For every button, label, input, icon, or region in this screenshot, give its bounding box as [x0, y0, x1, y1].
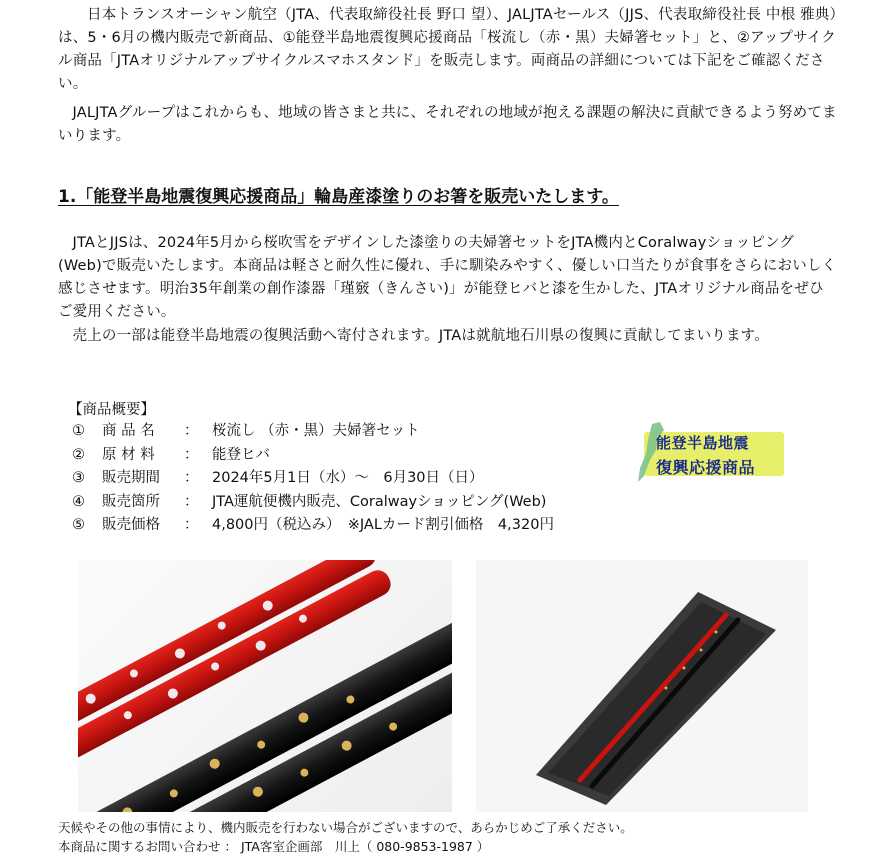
chopsticks-box-image — [476, 560, 808, 812]
spec-row-material — [72, 444, 632, 468]
spec-key: 原 材 料 — [102, 446, 155, 463]
spec-key: 販売価格 — [102, 517, 160, 533]
spec-row-period — [72, 467, 632, 491]
spec-value: 4,800円（税込み） ※JALカード割引価格 4,320円 — [212, 517, 554, 533]
badge-line-1: 能登半島地震 — [656, 434, 750, 452]
spec-value: 能登ヒバ — [212, 446, 270, 463]
spec-row-location — [72, 491, 632, 515]
spec-number: ③ — [72, 470, 85, 486]
spec-number: ④ — [72, 493, 85, 510]
spec-row-price — [72, 514, 632, 538]
section-paragraph-2: 売上の一部は能登半島地震の復興活動へ寄付されます。JTAは就航地石川県の復興に貢献してまいります。 — [72, 328, 769, 344]
spec-number: ② — [72, 446, 85, 463]
section-heading: 1.「能登半島地震復興応援商品」輪島産漆塗りのお箸を販売いたします。 — [58, 187, 619, 207]
spec-list — [72, 420, 632, 538]
spec-separator: ： — [184, 423, 199, 439]
spec-separator: ： — [184, 446, 199, 463]
section-paragraph-1: JTAとJJSは、2024年5月から桜吹雪をデザインした漆塗りの夫婦箸セットをJTA機内とCoralwayショッピング(Web)で販売いたします。本商品は軽さと耐久性に優れ、手に馴染みやすく、優しい口当たりが食事をさらにおいしく感じさせます。明治35年創業の創作漆器「瑾竅（きんさい)」が能登ヒバと漆を生かした、JTAオリジナル商品をぜひご愛用ください。 — [58, 235, 837, 320]
reconstruction-badge — [634, 420, 790, 492]
spec-row-name — [72, 420, 632, 444]
intro-paragraph-2: JALJTAグループはこれからも、地域の皆さまと共に、それぞれの地域が抱える課題の解決に貢献できるよう努めてまいります。 — [58, 105, 837, 144]
badge-line-2: 復興応援商品 — [656, 458, 756, 477]
spec-separator: ： — [184, 470, 199, 486]
footer-contact: 本商品に関するお問い合わせ ： JTA客室企画部 川上（ 080-9853-1987 ） — [58, 839, 490, 854]
intro-paragraph-1: 日本トランスオーシャン航空（JTA、代表取締役社長 野口 望）、JALJTAセールス（JJS、代表取締役社長 中根 雅典）は、5・6月の機内販売で新商品、①能登半島地震復興応援商品「桜流し（赤・黒）夫婦箸セット」と、②アップサイクル商品「JTAオリジナルアップサイクルスマホスタンド」を販売します。両商品の詳細については下記をご確認ください。 — [58, 7, 837, 92]
spec-title: 【商品概要】 — [68, 402, 155, 418]
chopsticks-closeup-image — [78, 560, 452, 812]
spec-separator: ： — [184, 493, 199, 510]
footer-notice: 天候やその他の事情により、機内販売を行わない場合がございますので、あらかじめご了承ください。 — [58, 820, 633, 835]
spec-separator: ： — [184, 517, 199, 533]
spec-number: ① — [72, 423, 85, 439]
spec-value: 2024年5月1日（水）～ 6月30日（日） — [212, 470, 484, 486]
spec-key: 販売箇所 — [102, 493, 160, 510]
spec-number: ⑤ — [72, 517, 85, 533]
spec-key: 販売期間 — [102, 470, 160, 486]
spec-key: 商 品 名 — [102, 423, 155, 439]
chopsticks-box-photo — [476, 560, 808, 812]
chopsticks-closeup-photo — [78, 560, 452, 812]
spec-value: JTA運航便機内販売、Coralwayショッピング(Web) — [212, 493, 547, 510]
spec-value: 桜流し （赤・黒）夫婦箸セット — [212, 423, 420, 439]
